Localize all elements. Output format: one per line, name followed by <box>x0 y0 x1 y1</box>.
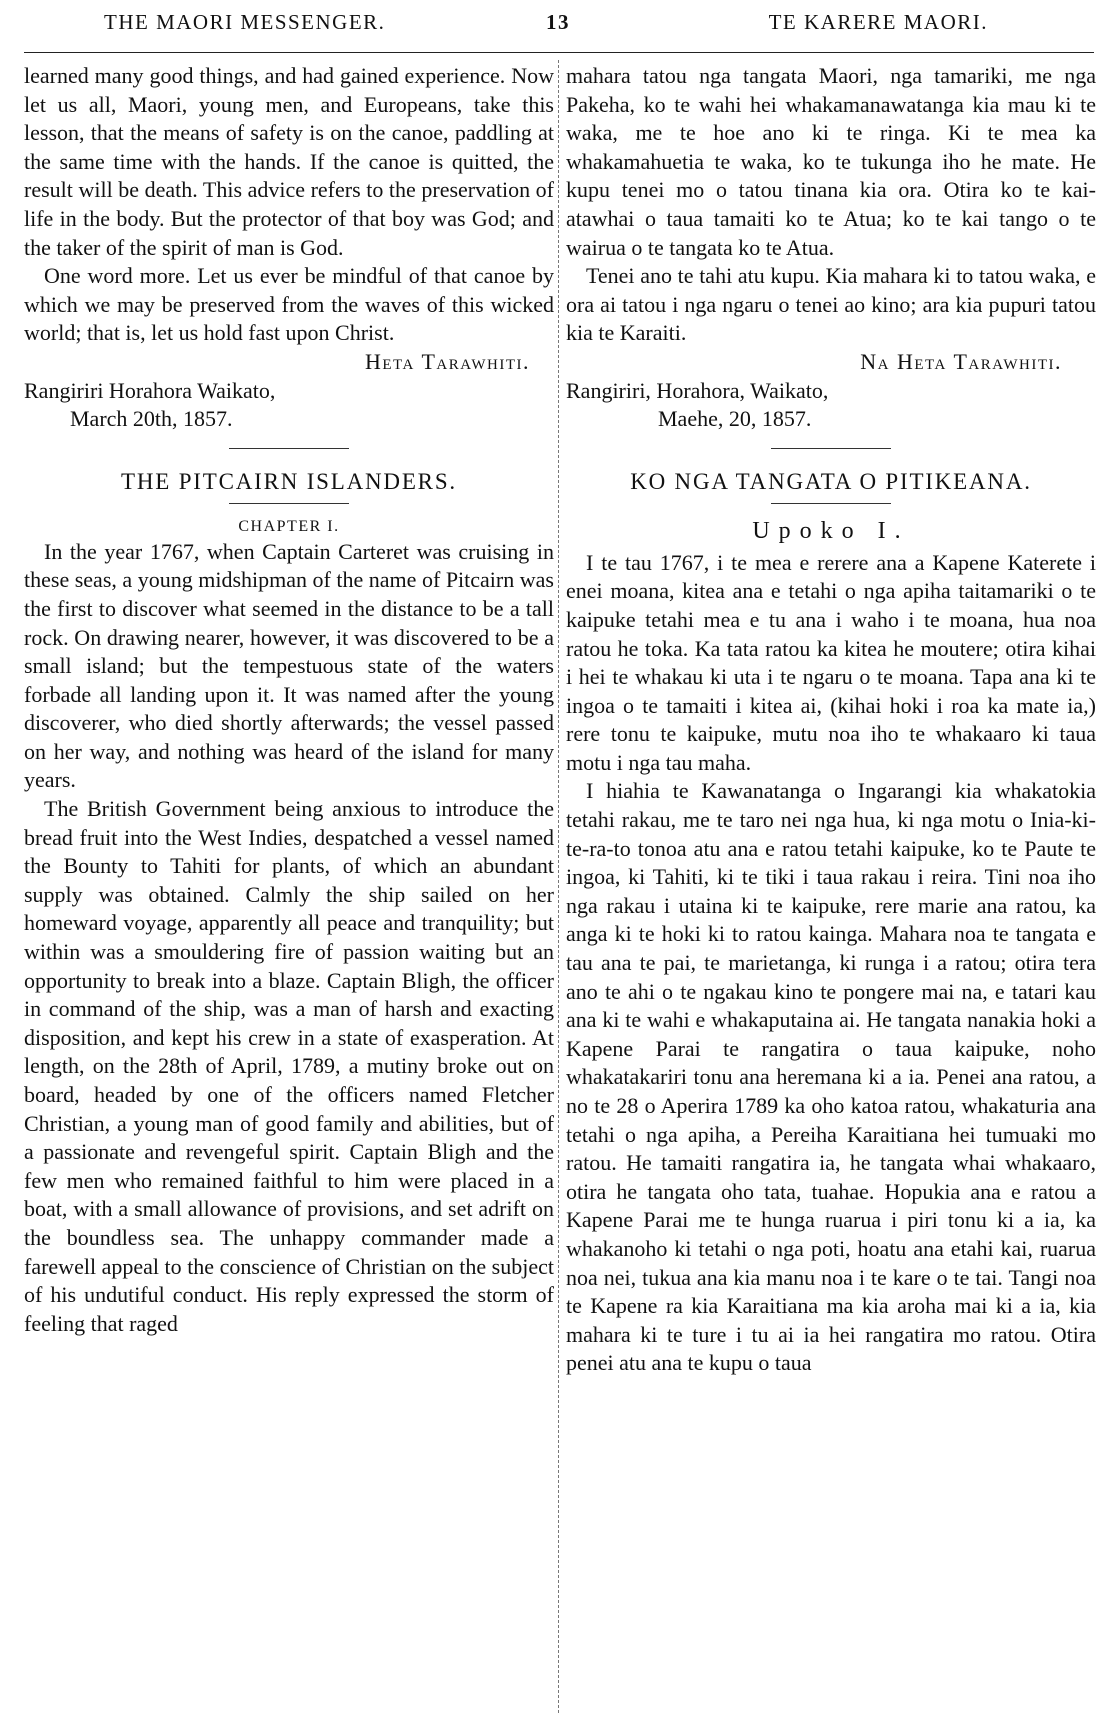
page-header <box>24 10 1090 38</box>
article-paragraph-2: The British Government being anxious to introduce the bread fruit into the West Indies, despatched a vessel named the Bounty to Tahiti for plants, of which an abundant supply was obtained. Calmly the ship sailed on her homeward voyage, apparently all peace and tranquility; but within was a smouldering fire of passion waiting but an opportunity to break into a blaze. Captain Bligh, the officer in command of the ship, was a man of harsh and exacting disposition, and kept his crew in a state of exasperation. At length, on the 28th of April, 1789, a mutiny broke out on board, headed by one of the officers named Fletcher Christian, a young man of good family and abilities, but of a passionate and revengeful spirit. Captain Bligh and the few men who remained faithful to him were placed in a boat, with a small allowance of provisions, and set adrift on the boundless sea. The unhappy commander made a farewell appeal to the conscience of Christian on the subject of his undutiful conduct. His reply expressed the storm of feeling that raged <box>24 796 554 1336</box>
maori-column <box>566 62 1096 1378</box>
chapter-heading-maori: Upoko I. <box>752 517 910 544</box>
title-divider <box>229 503 349 504</box>
english-column <box>24 62 554 1338</box>
upoko-paragraph-2: I hiahia te Kawanatanga o Ingarangi kia whakatokia tetahi rakau, me te taro nei nga hua, ki nga motu o Inia-ki-te-ra-to tonoa atu ana e ratou tetahi kaipuke, ko te Paute te ingoa, ki Tahiti, ki te tiki i taua rakau i reira. Tini noa iho nga rakau i utaina ki te kaipuke, rere marie ana ratou, ka anga ki te hoki ki to ratou kainga. Mahara noa te tangata e tau ana te pai, te marietanga, ki runga i a ratou; otira tera ano te ahi o te ngakau kino te pongere mai na, e tatari kau ana ki te wahi e whakaputaina ai. He tangata nanakia hoki a Kapene Parai te rangatira o taua kaipuke, noho whakatakariri tonu ana heremana ki a ia. Penei ana ratou, a no te 28 o Aperira 1789 ka oho katoa ratou, whakaturia ana tetahi o nga apiha, a Pereiha Karaitiana hei tumuaki mo ratou. He tamaiti rangatira ia, he tangata whai whakaaro, otira he tangata oho tata, tuahae. Hopukia ana e ratou a Kapene Parai me te hunga ruarua i piri tonu ki a ia, ka whakanoho ki tetahi o nga poti, hoatu ana etahi kai, ruarua noa nei, tukua ana kia manu noa i te kare o te tai. Tangi noa te Kapene ra kia Karaitiana ma kia aroha mai ki a ia, kia mahara ki te ture i tu ai ia hei rangatira mo ratou. Otira penei atu ana te kupu o taua <box>566 778 1096 1376</box>
header-title-english: THE MAORI MESSENGER. <box>104 10 386 34</box>
column-divider <box>558 60 559 1713</box>
reta-place: Rangiriri, Horahora, Waikato, <box>566 377 829 403</box>
letter-place: Rangiriri Horahora Waikato, <box>24 377 276 403</box>
reta-date: Maehe, 20, 1857. <box>658 406 812 432</box>
article-title-maori: KO NGA TANGATA O PITIKEANA. <box>630 468 1032 494</box>
page-number: 13 <box>546 10 570 34</box>
reta-paragraph-1: mahara tatou nga tangata Maori, nga tamariki, me nga Pakeha, ko te wahi hei whakamanawatanga kia mau ki te waka, me te hoe ano ki te ringa. Ki te mea ka whakamahuetia te waka, ko te tukunga iho he mate. He kupu tenei mo o tatou tinana kia ora. Otira ko te kai-atawhai o taua tamaiti ko te Atua; ko te kai tango o te wairua o te tangata ko te Atua. <box>566 63 1096 260</box>
section-divider-maori <box>771 448 891 449</box>
reta-paragraph-2: Tenei ano te tahi atu kupu. Kia mahara ki to tatou waka, e ora ai tatou i nga ngaru o tenei ao kino; ara kia pupuri tatou kia te Karaiti. <box>566 263 1096 346</box>
upoko-paragraph-1: I te tau 1767, i te mea e rerere ana a Kapene Katerete i enei moana, kitea ana e tetahi o nga apiha taitamariki o te kaipuke tetahi mea e tu ana i waho i te moana, hua noa ratou he toka. Ka tata ratou ka kitea he moutere; otira kihai i hei te whakau ki uta i te ngaru o te moana. Tapa ana ki te ingoa o te tamaiti i kitea ai, (kihai hoki i roa ka mate ia,) rere tonu te kaipuke, mutu noa iho te whakaaro ki taua motu i nga tau maha. <box>566 549 1096 775</box>
title-divider-maori <box>771 503 891 504</box>
letter-paragraph-1: learned many good things, and had gained experience. Now let us all, Maori, young men, and Europeans, take this lesson, that the means of safety is on the canoe, paddling at the same time with the hands. If the canoe is quitted, the result will be death. This advice refers to the preservation of life in the body. But the protector of that boy was God; and the taker of the spirit of man is God. <box>24 63 554 260</box>
letter-paragraph-2: One word more. Let us ever be mindful of that canoe by which we may be preserved from the waves of this wicked world; that is, let us hold fast upon Christ. <box>24 263 554 346</box>
reta-signature: Na Heta Tarawhiti. <box>860 348 1062 374</box>
header-rule <box>24 52 1094 53</box>
article-paragraph-1: In the year 1767, when Captain Carteret was cruising in these seas, a young midshipman of the name of Pitcairn was the first to discover what seemed in the distance to be a tall rock. On drawing nearer, however, it was discovered to be a small island; but the tempestuous state of the waters forbade all landing upon it. It was named after the young discoverer, who died shortly afterwards; the vessel passed on her way, and nothing was heard of the island for many years. <box>24 538 554 793</box>
header-title-maori: TE KARERE MAORI. <box>768 10 988 34</box>
letter-date: March 20th, 1857. <box>70 406 233 432</box>
chapter-heading: CHAPTER I. <box>238 517 340 535</box>
article-title: THE PITCAIRN ISLANDERS. <box>121 468 457 494</box>
section-divider <box>229 448 349 449</box>
letter-signature: Heta Tarawhiti. <box>365 348 530 374</box>
